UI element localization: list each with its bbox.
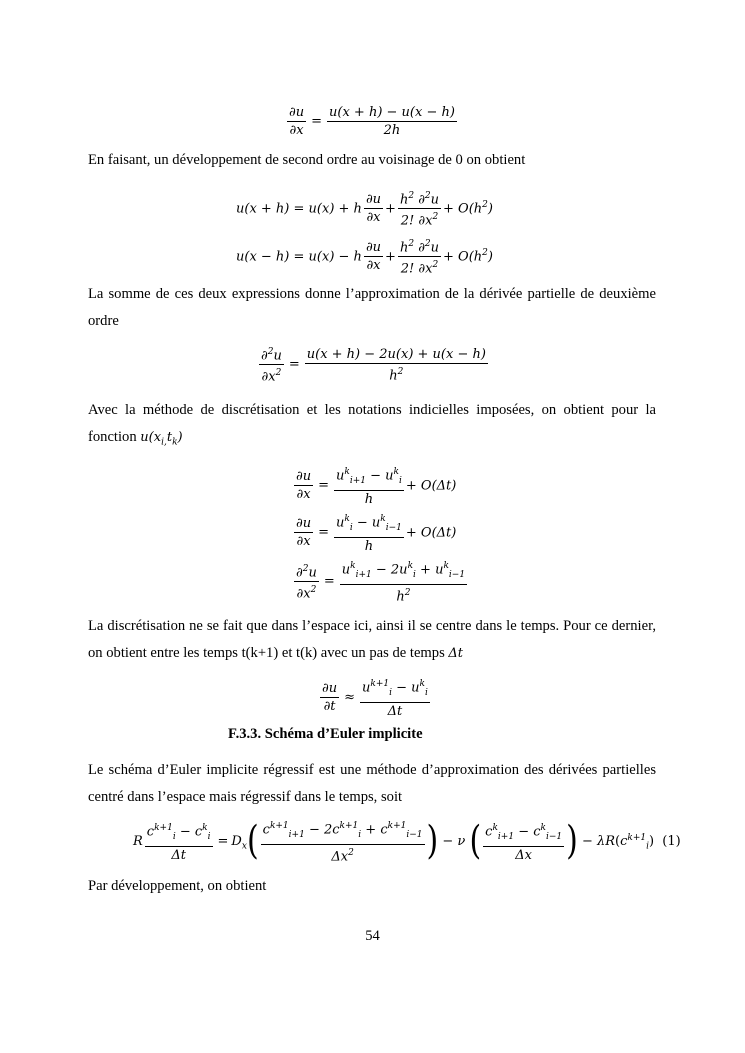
paragraph-2: La somme de ces deux expressions donne l’approximation de la dérivée partielle de deuxième ordre <box>88 286 656 329</box>
paragraph-1: En faisant, un développement de second ordre au voisinage de 0 on obtient <box>88 152 526 168</box>
paragraph-4-text: La discrétisation ne se fait que dans l’espace ici, ainsi il se centre dans le temps. Pour ce dernier, on obtient entre les temps t(k+1) et t(k) avec un pas de temps <box>88 618 656 661</box>
equation-euler-implicit: R $c^{k+1}_i - c^k_i$ Δt = $D_x$( $\frac{c^{k+1}_{i+1} - 2c^{k+1}_i + c^{k+1}_{i-1}}{\Delta x^2}$ ) − ν ( $c^k_{i+1} - c^k_{i-1}$ Δx ) − $\lambda R(c^{k+1}_i)$ (1) <box>133 818 681 865</box>
delta-t-symbol: Δt <box>448 646 464 661</box>
paragraph-4 <box>88 613 656 667</box>
equation-time-derivative: $\frac{\partial u}{\partial t}$ ≈ $u^{k+1}_i - u^k_i$ Δt <box>318 676 432 720</box>
equation-backward-difference: $\frac{\partial u}{\partial x}$ = $u^k_i - u^k_{i-1}$ h + O(Δt) <box>292 511 456 555</box>
paragraph-3-text: Avec la méthode de discrétisation et les notations indicielles imposées, on obtient pour la fonction <box>88 402 656 445</box>
equation-taylor-plus: u(x + h) = u(x) + h $\frac{\partial u}{\partial x}$ + $\frac{h^2 \partial^2u}{2! \partial x^2}$ + $O(h^2)$ <box>236 188 493 230</box>
paragraph-3 <box>88 397 656 457</box>
equation-forward-difference: $\frac{\partial u}{\partial x}$ = $u^k_{i+1} - u^k_i$ h + O(Δt) <box>292 464 456 508</box>
equation-taylor-minus: u(x − h) = u(x) − h $\frac{\partial u}{\partial x}$ + $\frac{h^2 \partial^2u}{2! \partial x^2}$ + $O(h^2)$ <box>236 236 493 278</box>
page-number: 54 <box>365 928 380 944</box>
equation-label: (1) <box>662 834 681 850</box>
paragraph-5: Le schéma d’Euler implicite régressif est une méthode d’approximation des dérivées partielles centré dans l’espace mais régressif dans le temps, soit <box>88 762 656 805</box>
section-heading: F.3.3. Schéma d’Euler implicite <box>228 726 423 742</box>
equation-central-difference: $\frac{\partial u}{\partial x}$ = $\frac{u(x + h) - u(x - h)}{2h}$ <box>289 105 455 138</box>
paragraph-6: Par développement, on obtient <box>88 878 267 894</box>
function-notation: $u(x_{i,}t_k)$ <box>140 430 183 448</box>
equation-second-derivative: $\frac{\partial^2u}{\partial x^2}$ = $\frac{u(x + h) - 2u(x) + u(x - h)}{h^2}$ <box>257 344 490 386</box>
equation-second-difference: $\frac{\partial^2u}{\partial x^2}$ = $u^k_{i+1} - 2u^k_i + u^k_{i-1}$ $h^2$ <box>292 558 469 605</box>
